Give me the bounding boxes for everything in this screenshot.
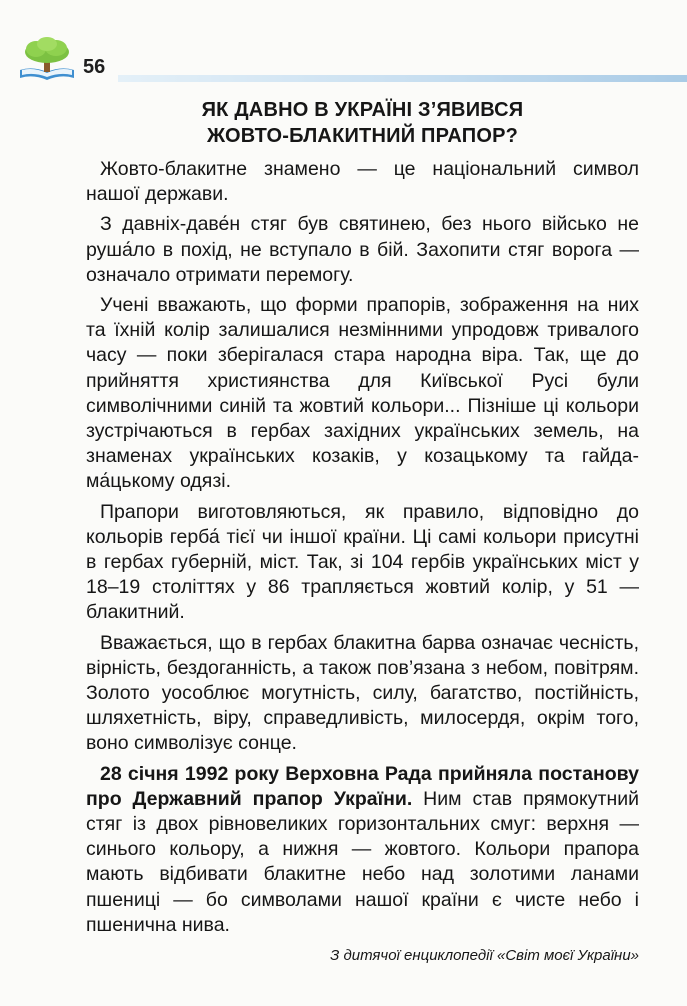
source-citation: З дитячої енциклопедії «Світ моєї України» <box>330 947 639 965</box>
paragraph-5: Вважається, що в гербах блакитна барва означає чесність, вірність, бездоганність, а також пов’язана з небом, повітрям. Золото уособлює могутність, силу, багатство, постійність, шляхетність, віру, справедливість, милосердя, окрім того, воно символізує сонце. <box>86 631 639 755</box>
tree-on-book-icon <box>18 36 76 82</box>
page-header <box>0 0 687 90</box>
header-rule <box>118 75 687 82</box>
paragraph-2: З давніх-даве́н стяг був святинею, без нього військо не руша́ло в похід, не вступало в бій. Захопити стяг ворога — означало отримати перемогу. <box>86 213 639 286</box>
paragraph-4: Прапори виготовляються, як правило, відповідно до кольорів герба́ тієї чи іншої країни. Ці самі кольори присутні в гербах губерній, міст. Так, зі 104 гербів українських міст у 18–19 століттях у 86 трапляється жовтий колір, у 51 — блакитний. <box>86 500 639 624</box>
paragraph-6-bold-lead: 28 січня 1992 року Верховна Рада прийняла постанову про Державний прапор України. <box>86 762 639 810</box>
article-title-line-2: ЖОВТО-БЛАКИТНИЙ ПРАПОР? <box>206 125 519 147</box>
paragraph-3: Учені вважають, що форми прапорів, зображення на них та їхній колір залишалися незмінними упродовж тривалого часу — поки зберігалася стара народна віра. Так, ще до прийняття християнства для Київської Русі були символічними синій та жовтий кольори... Пізніше ці кольори зустрічаються в гербах західних українських земель, на знаменах українських козаків, у козацькому та гайдама́цькому одязі. <box>86 294 639 493</box>
article <box>86 97 639 966</box>
page-number: 56 <box>83 56 106 78</box>
article-title-line-1: ЯК ДАВНО В УКРАЇНІ З’ЯВИВСЯ <box>201 99 524 121</box>
paragraph-1: Жовто-блакитне знамено — це національний символ нашої держави. <box>86 158 639 206</box>
paragraph-6-rest: Ним став прямокутний стяг із двох рівновеликих горизонтальних смуг: верхня — синього кольору, а нижня — жовтого. Кольори прапора мають відбивати блакитне небо над золотими ланами пшениці — бо символами нашої країни є чисте небо і пшенична нива. <box>86 787 639 936</box>
paragraph-6 <box>86 762 639 938</box>
article-title <box>86 97 639 149</box>
